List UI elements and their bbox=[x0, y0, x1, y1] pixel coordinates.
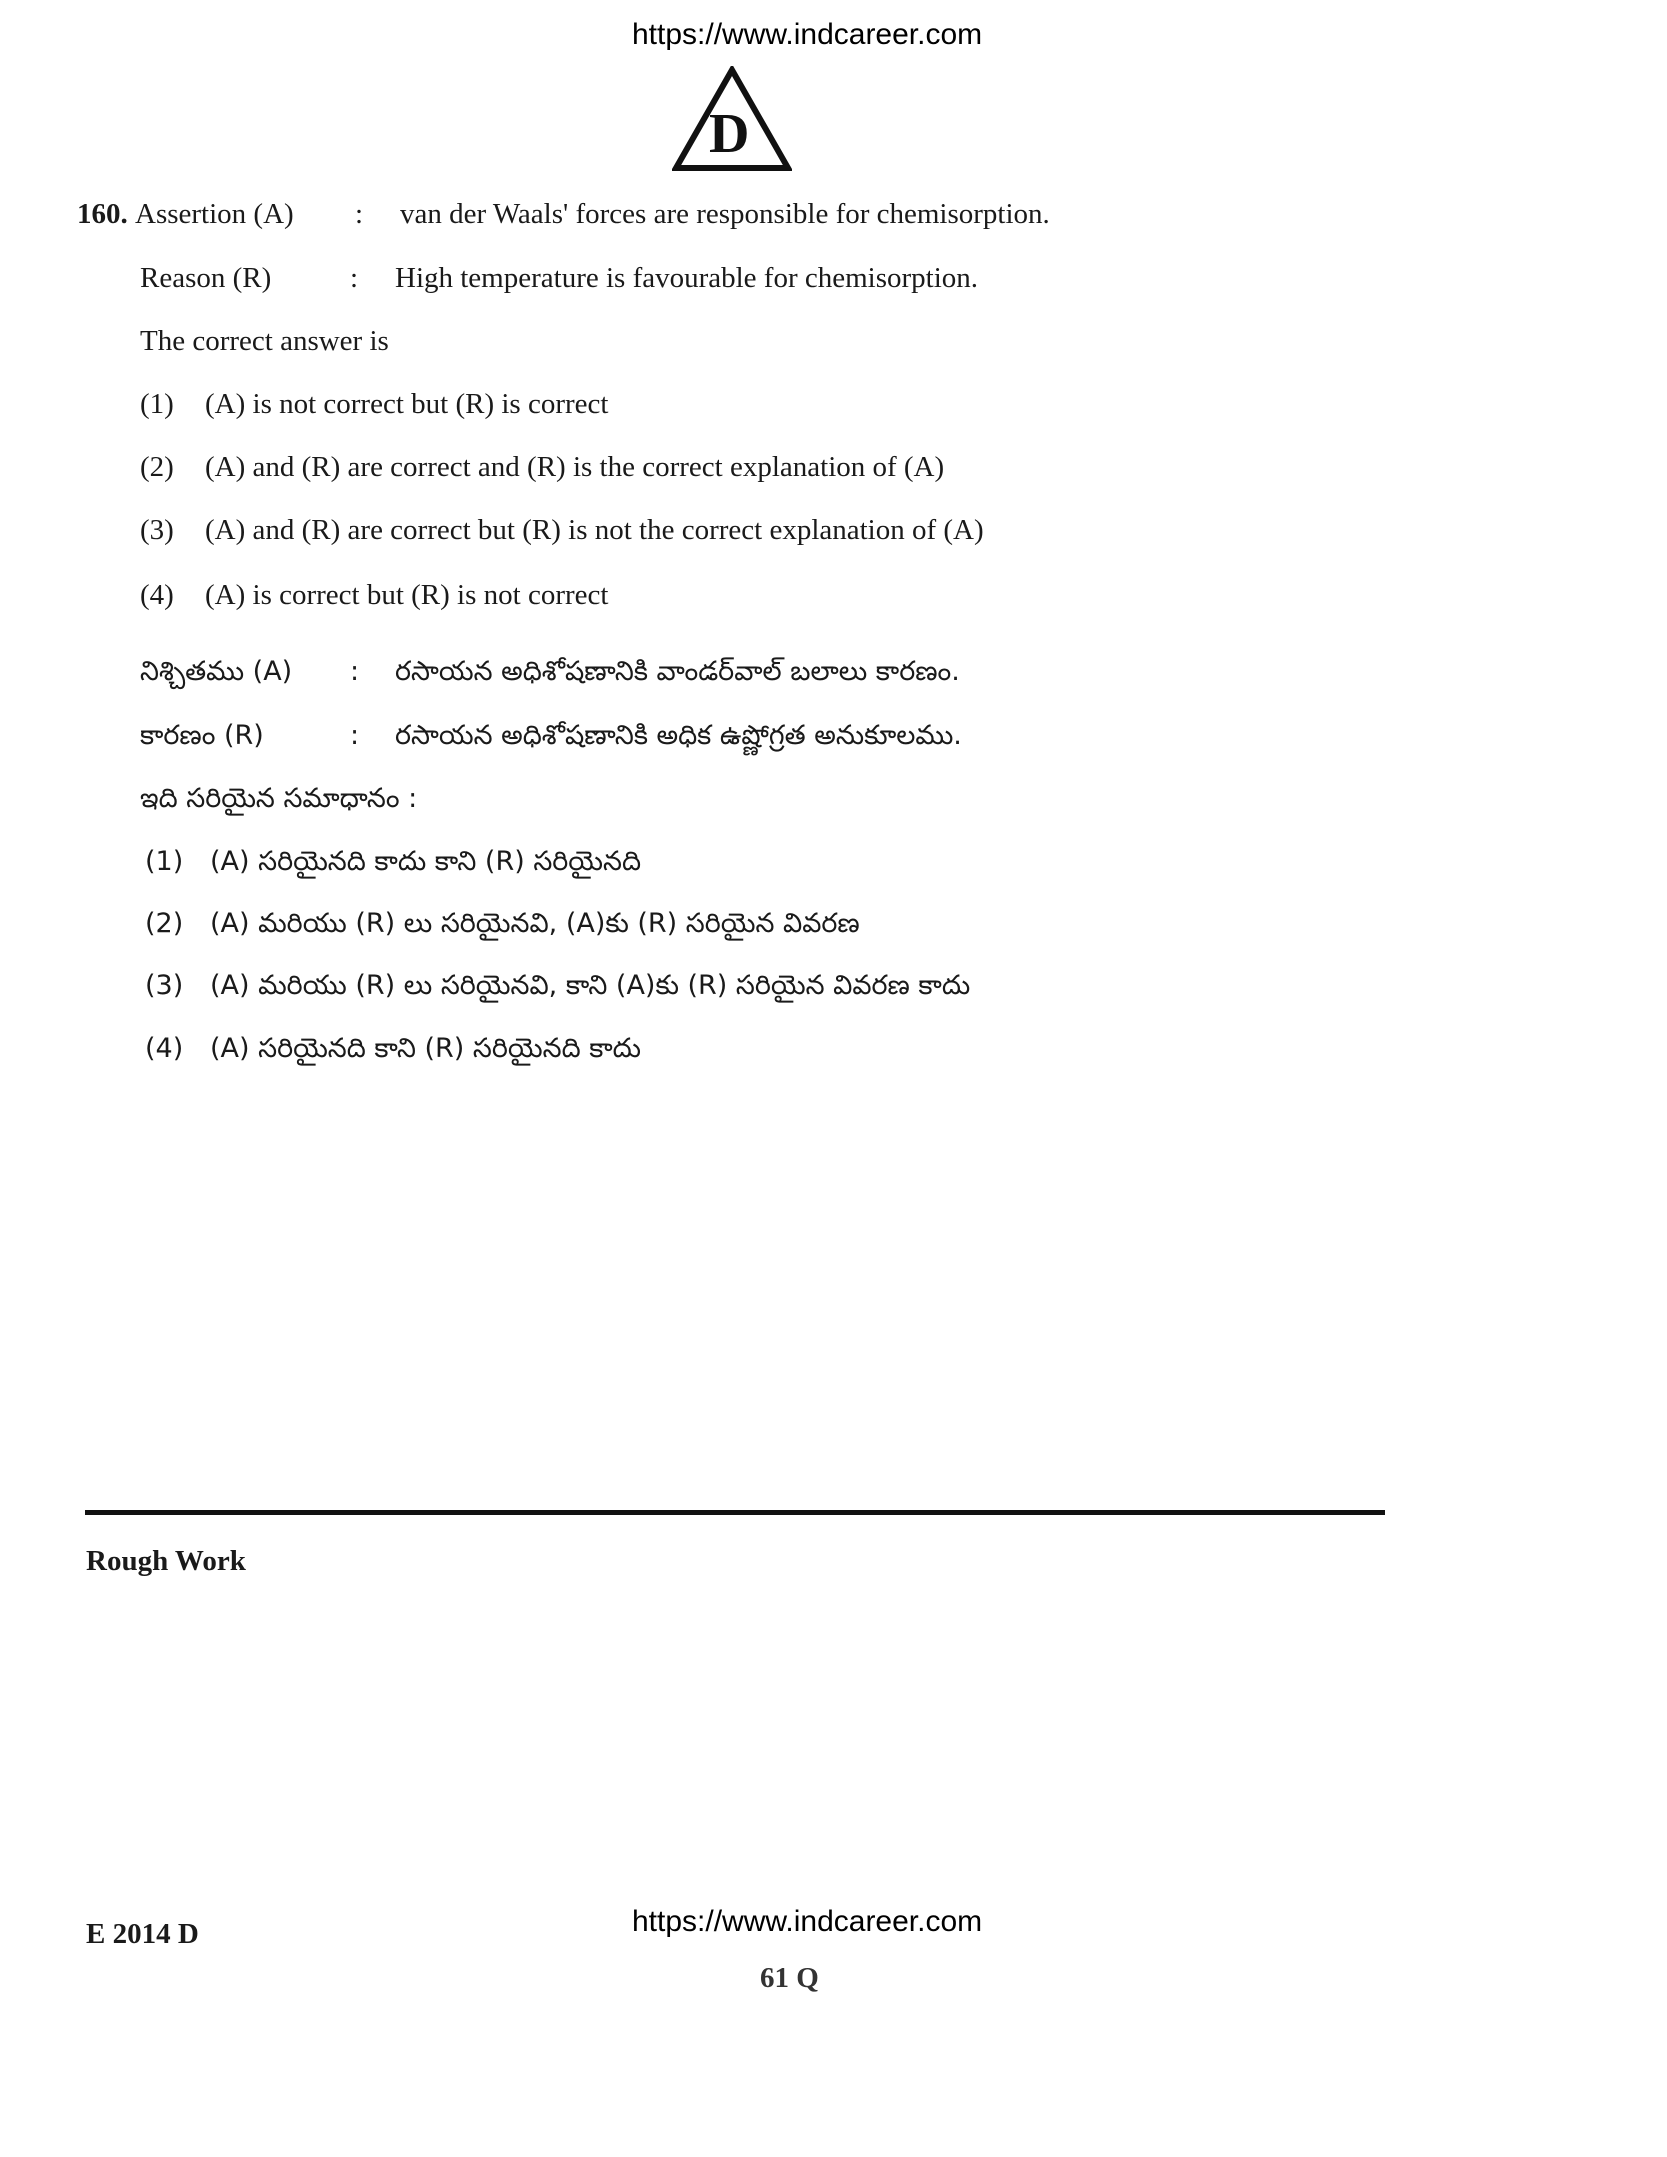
rough-work-label: Rough Work bbox=[86, 1545, 246, 1577]
option-number: (4) bbox=[145, 1033, 184, 1064]
footer-page-number: 61 Q bbox=[760, 1962, 819, 1994]
option-number: (2) bbox=[145, 908, 184, 939]
option-number: (3) bbox=[140, 514, 174, 546]
watermark-url-top: https://www.indcareer.com bbox=[632, 18, 983, 51]
telugu-answer-prompt: ఇది సరియైన సమాధానం : bbox=[140, 783, 418, 814]
answer-prompt: The correct answer is bbox=[140, 325, 389, 357]
booklet-code: D bbox=[709, 103, 750, 165]
telugu-reason-line bbox=[140, 720, 962, 758]
option-text: (A) సరియైనది కాదు కాని (R) సరియైనది bbox=[210, 846, 642, 877]
option-number: (2) bbox=[140, 451, 174, 483]
option-text: (A) మరియు (R) లు సరియైనవి, (A)కు (R) సరియైన వివరణ bbox=[210, 908, 860, 939]
option-text: (A) is correct but (R) is not correct bbox=[205, 579, 609, 611]
reason-label: Reason (R) bbox=[140, 262, 272, 294]
colon: : bbox=[350, 720, 360, 751]
telugu-option-2 bbox=[145, 908, 860, 946]
option-number: (3) bbox=[145, 970, 184, 1001]
telugu-assertion-line bbox=[140, 656, 960, 694]
divider-rule bbox=[85, 1510, 1385, 1515]
option-text: (A) and (R) are correct but (R) is not the correct explanation of (A) bbox=[205, 514, 984, 546]
telugu-assertion-label: నిశ్చితము (A) bbox=[140, 656, 293, 687]
watermark-url-bottom: https://www.indcareer.com bbox=[632, 1905, 983, 1938]
option-2 bbox=[140, 451, 944, 484]
assertion-text: van der Waals' forces are responsible for chemisorption. bbox=[400, 198, 1050, 230]
option-number: (1) bbox=[140, 388, 174, 420]
telugu-option-1 bbox=[145, 846, 641, 884]
option-number: (1) bbox=[145, 846, 184, 877]
booklet-code-triangle bbox=[672, 66, 792, 172]
assertion-line bbox=[77, 198, 1050, 231]
colon: : bbox=[350, 262, 359, 294]
colon: : bbox=[350, 656, 360, 687]
telugu-assertion-text: రసాయన అధిశోషణానికి వాండర్‌వాల్ బలాలు కారణం. bbox=[395, 656, 960, 687]
reason-text: High temperature is favourable for chemisorption. bbox=[395, 262, 979, 294]
telugu-option-4 bbox=[145, 1033, 641, 1071]
option-text: (A) and (R) are correct and (R) is the correct explanation of (A) bbox=[205, 451, 945, 483]
question-number: 160. bbox=[77, 198, 128, 230]
assertion-label: Assertion (A) bbox=[135, 198, 294, 230]
reason-line bbox=[140, 262, 978, 295]
telugu-option-3 bbox=[145, 970, 970, 1008]
telugu-reason-text: రసాయన అధిశోషణానికి అధిక ఉష్ణోగ్రత అనుకూలము. bbox=[395, 720, 962, 751]
colon: : bbox=[355, 198, 364, 230]
footer-exam-code: E 2014 D bbox=[86, 1918, 199, 1950]
option-3 bbox=[140, 514, 984, 547]
option-1 bbox=[140, 388, 608, 421]
telugu-reason-label: కారణం (R) bbox=[140, 720, 264, 751]
option-4 bbox=[140, 579, 608, 612]
option-text: (A) మరియు (R) లు సరియైనవి, కాని (A)కు (R) సరియైన వివరణ కాదు bbox=[210, 970, 971, 1001]
option-text: (A) సరియైనది కాని (R) సరియైనది కాదు bbox=[210, 1033, 642, 1064]
option-number: (4) bbox=[140, 579, 174, 611]
option-text: (A) is not correct but (R) is correct bbox=[205, 388, 609, 420]
